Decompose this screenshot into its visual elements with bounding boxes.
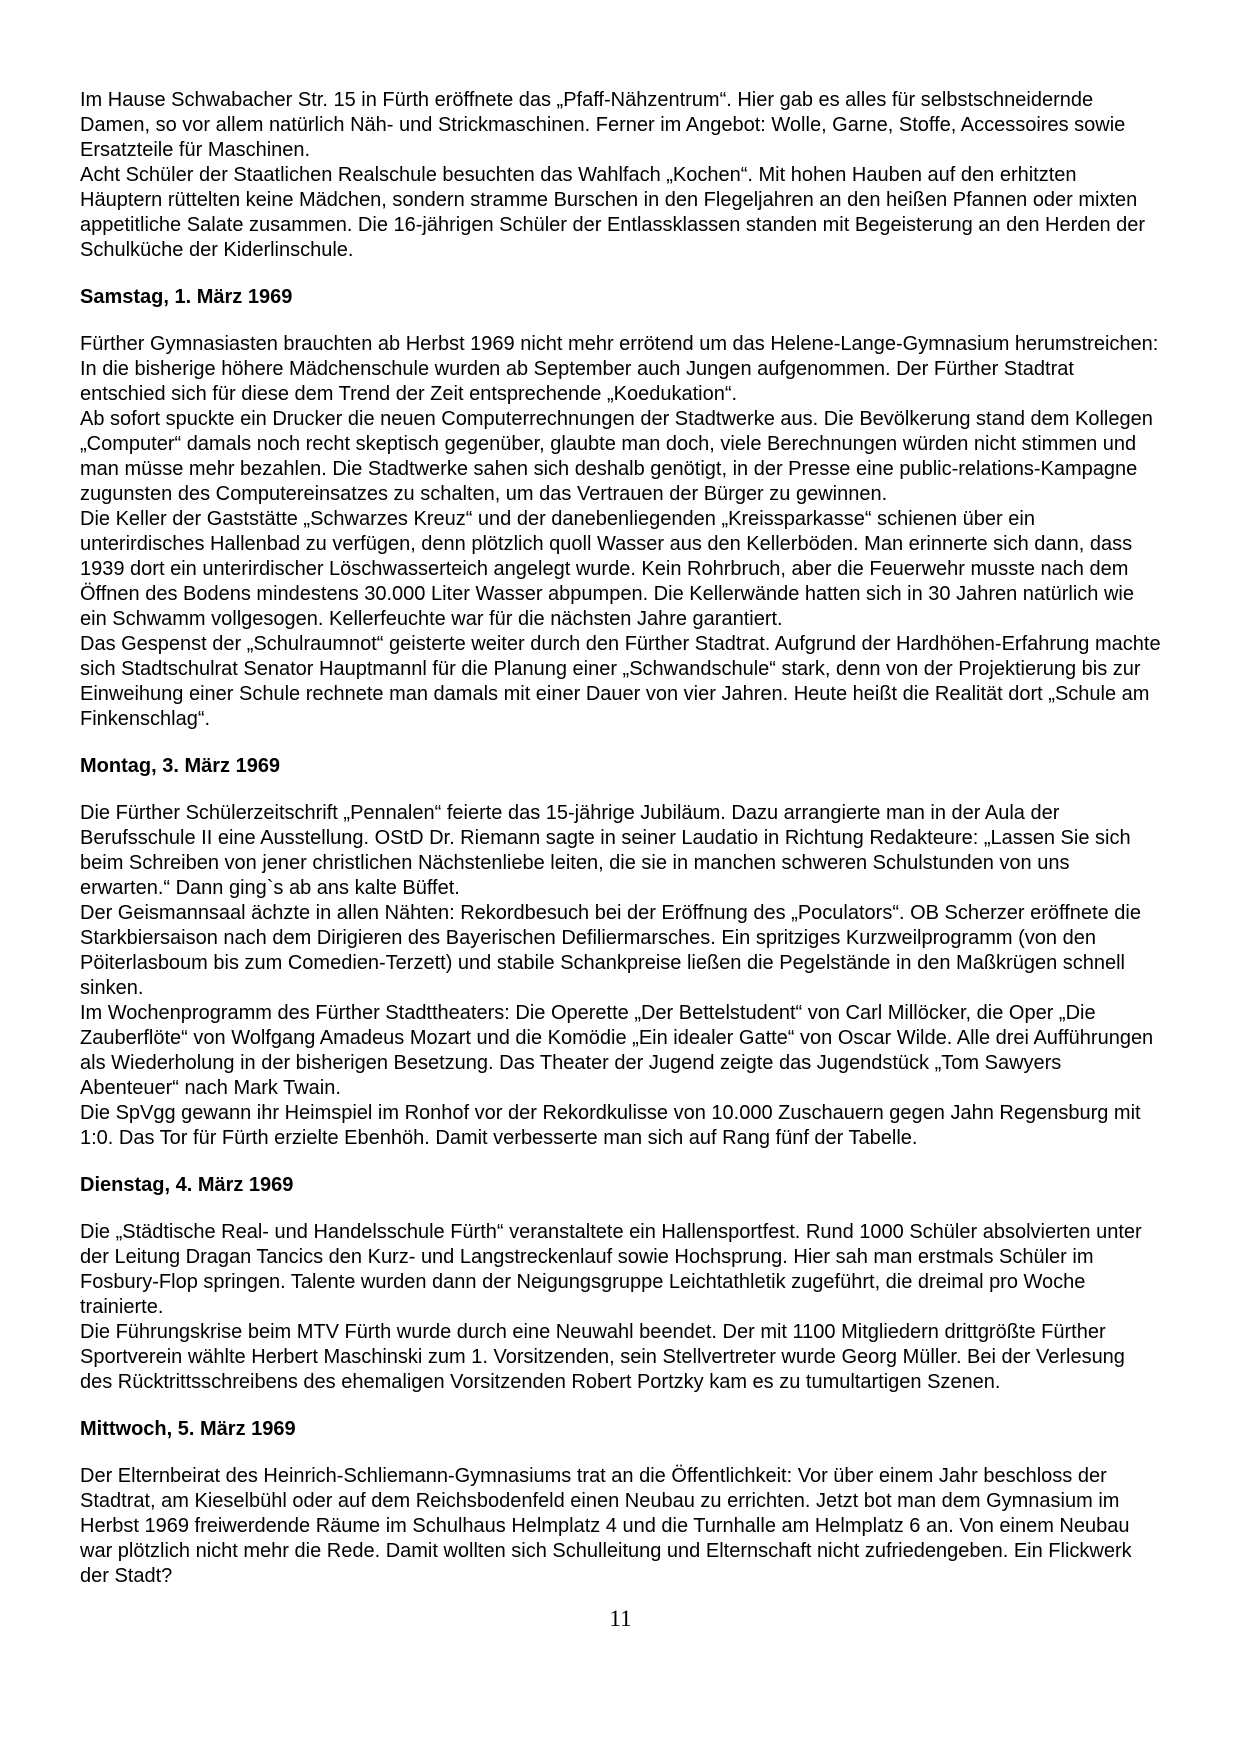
paragraph: Im Wochenprogramm des Fürther Stadttheaters: Die Operette „Der Bettelstudent“ von Carl Millöcker, die Oper „Die Zauberflöte“ von Wolfgang Amadeus Mozart und die Komödie „Ein idealer Gatte“ von Oscar Wilde. Alle drei Aufführungen als Wiederholung in der bisherigen Besetzung. Das Theater der Jugend zeigte das Jugendstück „Tom Sawyers Abenteuer“ nach Mark Twain. <box>80 1002 1154 1099</box>
page-number: 11 <box>609 1606 632 1631</box>
date-heading: Samstag, 1. März 1969 <box>80 286 293 308</box>
section-intro <box>80 88 1161 263</box>
section-dienstag-4-maerz-1969 <box>80 1173 1161 1395</box>
paragraph: Ab sofort spuckte ein Drucker die neuen Computerrechnungen der Stadtwerke aus. Die Bevölkerung stand dem Kollegen „Computer“ damals noch recht skeptisch gegenüber, glaubte man doch, viele Berechnungen würden nicht stimmen und man müsse mehr bezahlen. Die Stadtwerke sahen sich deshalb genötigt, in der Presse eine public-relations-Kampagne zugunsten des Computereinsatzes zu schalten, um das Vertrauen der Bürger zu gewinnen. <box>80 408 1153 505</box>
paragraph: Die Keller der Gaststätte „Schwarzes Kreuz“ und der danebenliegenden „Kreissparkasse“ schienen über ein unterirdisches Hallenbad zu verfügen, denn plötzlich quoll Wasser aus den Kellerböden. Man erinnerte sich dann, dass 1939 dort ein unterirdischer Löschwasserteich angelegt wurde. Kein Rohrbruch, aber die Feuerwehr musste nach dem Öffnen des Bodens mindestens 30.000 Liter Wasser abpumpen. Die Kellerwände hatten sich in 30 Jahren natürlich wie ein Schwamm vollgesogen. Kellerfeuchte war für die nächsten Jahre garantiert. <box>80 508 1134 630</box>
date-heading: Mittwoch, 5. März 1969 <box>80 1418 296 1440</box>
paragraph: Acht Schüler der Staatlichen Realschule besuchten das Wahlfach „Kochen“. Mit hohen Hauben auf den erhitzten Häuptern rüttelten keine Mädchen, sondern stramme Burschen in den Flegeljahren an den heißen Pfannen oder mixten appetitliche Salate zusammen. Die 16-jährigen Schüler der Entlassklassen standen mit Begeisterung an den Herden der Schulküche der Kiderlinschule. <box>80 164 1146 261</box>
paragraph: Die „Städtische Real- und Handelsschule Fürth“ veranstaltete ein Hallensportfest. Rund 1000 Schüler absolvierten unter der Leitung Dragan Tancics den Kurz- und Langstreckenlauf sowie Hochsprung. Hier sah man erstmals Schüler im Fosbury-Flop springen. Talente wurden dann der Neigungsgruppe Leichtathletik zugeführt, die dreimal pro Woche trainierte. <box>80 1221 1142 1318</box>
section-samstag-1-maerz-1969 <box>80 285 1161 732</box>
paragraph: Der Geismannsaal ächzte in allen Nähten: Rekordbesuch bei der Eröffnung des „Poculators“. OB Scherzer eröffnete die Starkbiersaison nach dem Dirigieren des Bayerischen Defiliermarsches. Ein spritziges Kurzweilprogramm (von den Pöiterlasboum bis zum Comedien-Terzett) und stabile Schankpreise ließen die Pegelstände in den Maßkrügen schnell sinken. <box>80 902 1141 999</box>
paragraph: Die SpVgg gewann ihr Heimspiel im Ronhof vor der Rekordkulisse von 10.000 Zuschauern gegen Jahn Regensburg mit 1:0. Das Tor für Fürth erzielte Ebenhöh. Damit verbesserte man sich auf Rang fünf der Tabelle. <box>80 1102 1141 1149</box>
paragraph: Das Gespenst der „Schulraumnot“ geisterte weiter durch den Fürther Stadtrat. Aufgrund der Hardhöhen-Erfahrung machte sich Stadtschulrat Senator Hauptmannl für die Planung einer „Schwandschule“ stark, denn von der Projektierung bis zur Einweihung einer Schule rechnete man damals mit einer Dauer von vier Jahren. Heute heißt die Realität dort „Schule am Finkenschlag“. <box>80 633 1161 730</box>
paragraph: Die Führungskrise beim MTV Fürth wurde durch eine Neuwahl beendet. Der mit 1100 Mitgliedern drittgrößte Fürther Sportverein wählte Herbert Maschinski zum 1. Vorsitzenden, sein Stellvertreter wurde Georg Müller. Bei der Verlesung des Rücktrittsschreibens des ehemaligen Vorsitzenden Robert Portzky kam es zu tumultartigen Szenen. <box>80 1321 1125 1393</box>
paragraph: Im Hause Schwabacher Str. 15 in Fürth eröffnete das „Pfaff-Nähzentrum“. Hier gab es alles für selbstschneidernde Damen, so vor allem natürlich Näh- und Strickmaschinen. Ferner im Angebot: Wolle, Garne, Stoffe, Accessoires sowie Ersatzteile für Maschinen. <box>80 89 1126 161</box>
date-heading: Dienstag, 4. März 1969 <box>80 1174 294 1196</box>
date-heading: Montag, 3. März 1969 <box>80 755 281 777</box>
section-montag-3-maerz-1969 <box>80 754 1161 1151</box>
paragraph: Die Fürther Schülerzeitschrift „Pennalen“ feierte das 15-jährige Jubiläum. Dazu arrangierte man in der Aula der Berufsschule II eine Ausstellung. OStD Dr. Riemann sagte in seiner Laudatio in Richtung Redakteure: „Lassen Sie sich beim Schreiben von jener christlichen Nächstenliebe leiten, die sie in manchen schweren Schulstunden von uns erwarten.“ Dann ging`s ab ans kalte Büffet. <box>80 802 1131 899</box>
paragraph: Der Elternbeirat des Heinrich-Schliemann-Gymnasiums trat an die Öffentlichkeit: Vor über einem Jahr beschloss der Stadtrat, am Kieselbühl oder auf dem Reichsbodenfeld einen Neubau zu errichten. Jetzt bot man dem Gymnasium im Herbst 1969 freiwerdende Räume im Schulhaus Helmplatz 4 und die Turnhalle am Helmplatz 6 an. Von einem Neubau war plötzlich nicht mehr die Rede. Damit wollten sich Schulleitung und Elternschaft nicht zufriedengeben. Ein Flickwerk der Stadt? <box>80 1465 1132 1587</box>
section-mittwoch-5-maerz-1969 <box>80 1417 1161 1589</box>
paragraph: Fürther Gymnasiasten brauchten ab Herbst 1969 nicht mehr errötend um das Helene-Lange-Gymnasium herumstreichen: In die bisherige höhere Mädchenschule wurden ab September auch Jungen aufgenommen. Der Fürther Stadtrat entschied sich für diese dem Trend der Zeit entsprechende „Koedukation“. <box>80 333 1159 405</box>
